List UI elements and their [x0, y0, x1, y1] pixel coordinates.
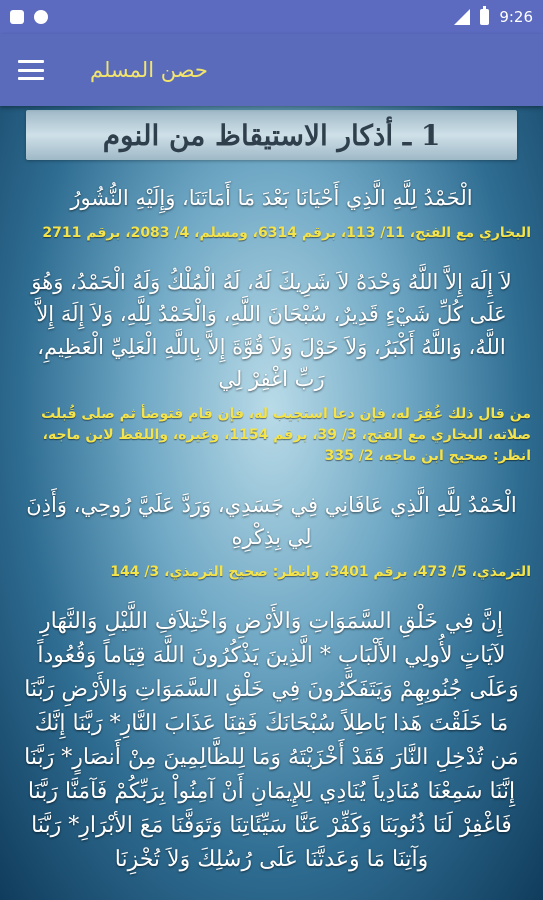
dhikr-reference: البخاري مع الفتح، 11/ 113، برقم 6314، ومسلم، 4/ 2083، برقم 2711	[42, 224, 531, 241]
notification-box-icon	[10, 10, 24, 24]
dhikr-text: إِنَّ فِي خَلْقِ السَّمَوَاتِ وَالأَرْضِ وَاخْتِلاَفِ اللَّيْلِ وَالنَّهَارِ لآيَاتٍ لأُولِي الأَلْبَابِ * الَّذِينَ يَذْكُرُونَ اللَّهَ قِيَاماً وَقُعُوداً وَعَلَى جُنُوبِهِمْ وَيَتَفَكَّرُونَ فِي خَلْقِ السَّمَوَاتِ وَالأَرْضِ رَبَّنَا مَا خَلَقْتَ هَذا بَاطِلاً سُبْحَانَكَ فَقِنَا عَذَابَ النَّارِ* رَبَّنَا إِنَّكَ مَن تُدْخِلِ النَّارَ فَقَدْ أَخْزَيْتَهُ وَمَا لِلظَّالِمِينَ مِنْ أَنصَارٍ* رَبَّنَا إِنَّنَا سَمِعْنَا مُنَادِياً يُنَادِي لِلإِيمَانِ أَنْ آمِنُواْ بِرَبِّكُمْ فَآمَنَّا رَبَّنَا فَاغْفِرْ لَنَا ذُنُوبَنَا وَكَفِّرْ عَنَّا سَيِّئَاتِنَا وَتَوَفَّنَا مَعَ الأبْرَارِ* رَبَّنَا وَآتِنَا مَا وَعَدتَّنَا عَلَى رُسُلِكَ وَلاَ تُخْزِنَا	[24, 608, 519, 873]
dhikr-text: الْحَمْدُ لِلَّهِ الَّذِي أَحْيَانَا بَعْدَ مَا أَمَاتَنَا، وَإِلَيْهِ النُّشُورُ	[70, 186, 473, 210]
signal-icon	[454, 9, 470, 25]
dhikr-text: الْحَمْدُ لِلَّهِ الَّذِي عَافَانِي فِي جَسَدِي، وَرَدَّ عَلَيَّ رُوحِي، وَأَذِنَ لِي بِذِكْرِهِ	[26, 492, 517, 550]
adhkar-content[interactable]	[0, 106, 543, 900]
app-bar	[0, 34, 543, 106]
battery-icon	[480, 9, 489, 25]
notification-round-icon	[34, 10, 48, 24]
status-time: 9:26	[499, 8, 533, 26]
hamburger-menu-icon[interactable]	[18, 60, 44, 80]
dhikr-text: لاَ إِلَهَ إِلاَّ اللَّهُ وَحْدَهُ لاَ شَرِيكَ لَهُ، لَهُ الْمُلْكُ وَلَهُ الْحَمْدُ، وَهُوَ عَلَى كُلِّ شَيْءٍ قَدِيرٌ، سُبْحَانَ اللَّهِ، وَالْحَمْدُ لِلَّهِ، وَلاَ إِلَهَ إِلاَّ اللَّهُ، وَاللَّهُ أَكْبَرُ، وَلاَ حَوْلَ وَلاَ قُوَّةَ إِلاَّ بِاللَّهِ الْعَلِيِّ الْعَظِيمِ، رَبِّ اغْفِرْ لِي	[31, 269, 512, 392]
status-notifications	[10, 10, 48, 24]
status-bar	[0, 0, 543, 34]
dhikr-reference: من قال ذلك غُفِرَ له، فإن دعا استجيب له، فإن قام فتوضأ ثم صلى قُبلت صلاته، البخاري مع الفتح، 3/ 39، برقم 1154، وغيره، واللفظ لابن ماجه، انظر: صحيح ابن ماجه، 2/ 335	[41, 405, 531, 464]
dhikr-reference: الترمذي، 5/ 473، برقم 3401، وانظر: صحيح الترمذي، 3/ 144	[110, 563, 531, 580]
chapter-title: 1 ـ أذكار الاستيقاظ من النوم	[26, 110, 517, 160]
app-title: حصن المسلم	[90, 58, 208, 82]
status-system	[454, 8, 533, 26]
